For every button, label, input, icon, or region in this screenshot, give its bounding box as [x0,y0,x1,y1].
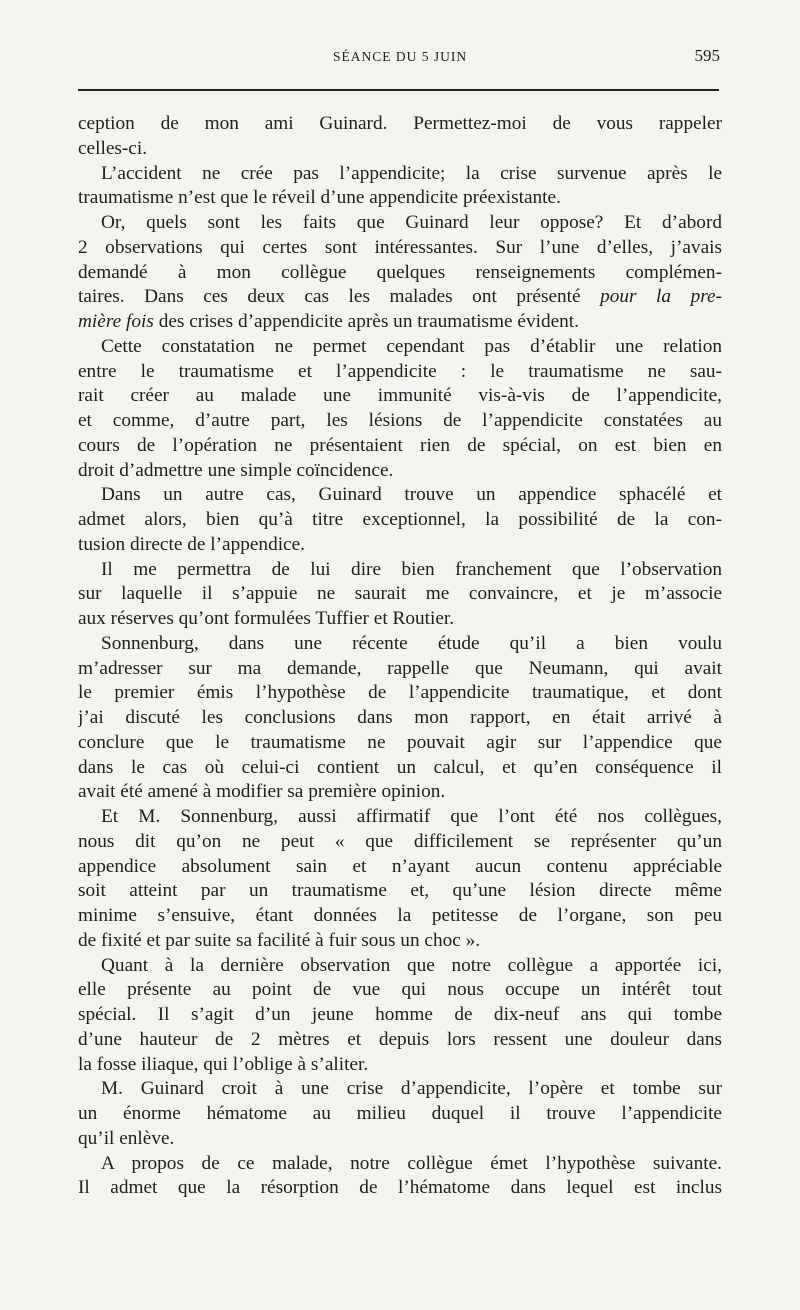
text-line [78,137,722,162]
text-segment: L’accident ne crée pas l’appendicite; la crise survenue après le [101,162,722,184]
header-rule [78,89,719,91]
text-segment: des crises d’appendicite après un traumatisme évident. [153,311,579,332]
text-line [78,1003,722,1028]
paragraph [78,954,722,1078]
text-segment: conclure que le traumatisme ne pouvait agir sur l’appendice que [78,731,722,753]
text-segment: Cette constatation ne permet cependant pas d’établir une relation [101,335,722,357]
text-segment: le premier émis l’hypothèse de l’appendicite traumatique, et dont [78,682,722,704]
paragraph [78,483,722,557]
text-segment: A propos de ce malade, notre collègue émet l’hypothèse suivante. [101,1152,722,1174]
text-segment: Et M. Sonnenburg, aussi affirmatif que l’ont été nos collègues, [101,806,722,827]
text-segment: demandé à mon collègue quelques renseignements complémen- [78,261,722,283]
text-segment: dans le cas où celui-ci contient un calcul, et qu’en conséquence il [78,756,722,778]
text-segment: entre le traumatisme et l’appendicite : le traumatisme ne sau- [78,360,722,382]
text-line [78,1127,722,1152]
text-segment: droit d’admettre une simple coïncidence. [78,459,394,481]
text-line [78,978,722,1003]
text-segment: la fosse iliaque, qui l’oblige à s’aliter. [78,1053,369,1075]
text-segment: et comme, d’autre part, les lésions de l’appendicite constatées au [78,410,722,431]
text-line [78,954,722,979]
text-line [78,1077,722,1102]
paragraph [78,112,722,162]
text-line [78,1102,722,1127]
text-segment: m’adresser sur ma demande, rappelle que Neumann, qui avait [78,657,722,679]
text-segment: elle présente au point de vue qui nous occupe un intérêt tout [78,979,722,1001]
text-line [78,1028,722,1053]
text-line [78,285,722,310]
paragraph [78,1077,722,1151]
italic-text: mière fois [78,311,154,332]
paragraph [78,335,722,484]
text-line [78,582,722,607]
text-line [78,483,722,508]
text-line [78,533,722,558]
text-line [78,855,722,880]
text-segment: M. Guinard croit à une crise d’appendicite, l’opère et tombe sur [101,1078,722,1100]
text-segment: minime s’ensuive, étant données la petitesse de l’organe, son peu [78,905,722,926]
text-segment: Il me permettra de lui dire bien franchement que l’observation [101,558,722,580]
text-line [78,508,722,533]
text-line [78,904,722,929]
text-line [78,409,722,434]
text-segment: aux réserves qu’ont formulées Tuffier et Routier. [78,608,455,629]
text-line [78,1053,722,1078]
text-segment: spécial. Il s’agit d’un jeune homme de dix-neuf ans qui tombe [78,1004,722,1025]
page-header [78,46,722,68]
text-line [78,706,722,731]
text-segment: Quant à la dernière observation que notre collègue a apportée ici, [101,954,722,976]
text-segment: j’ai discuté les conclusions dans mon rapport, en était arrivé à [78,707,722,728]
text-line [78,335,722,360]
text-segment: un énorme hématome au milieu duquel il trouve l’appendicite [78,1103,722,1124]
paragraph [78,632,722,805]
text-line [78,731,722,756]
text-segment: nous dit qu’on ne peut « que difficilement se représenter qu’un [78,830,722,852]
text-line [78,310,722,335]
page-number: 595 [694,46,720,65]
text-line [78,360,722,385]
text-line [78,1176,722,1201]
text-segment: Or, quels sont les faits que Guinard leur oppose? Et d’abord [101,212,722,233]
text-line [78,681,722,706]
text-line [78,261,722,286]
text-segment: ception de mon ami Guinard. Permettez-moi de vous rappeler [78,113,722,134]
text-line [78,112,722,137]
text-segment: qu’il enlève. [78,1127,175,1149]
text-line [78,607,722,632]
text-segment: de fixité et par suite sa facilité à fuir sous un choc ». [78,929,481,951]
text-line [78,929,722,954]
text-segment: appendice absolument sain et n’ayant aucun contenu appréciable [78,855,722,877]
text-segment: Sonnenburg, dans une récente étude qu’il a bien voulu [101,632,722,654]
text-segment: taires. Dans ces deux cas les malades ont présenté [78,286,601,308]
text-line [78,236,722,261]
paragraph [78,558,722,632]
running-title: SÉANCE DU 5 JUIN [332,49,468,64]
text-line [78,459,722,484]
text-segment: sur laquelle il s’appuie ne saurait me convaincre, et je m’associe [78,583,722,605]
text-line [78,879,722,904]
text-segment: Dans un autre cas, Guinard trouve un appendice sphacélé et [101,484,722,506]
text-line [78,1152,722,1177]
italic-text: pour la pre- [600,286,722,308]
text-line [78,211,722,236]
text-line [78,162,722,187]
text-segment: avait été amené à modifier sa première opinion. [78,781,446,803]
text-segment: admet alors, bien qu’à titre exceptionnel, la possibilité de la con- [78,509,722,530]
text-line [78,756,722,781]
text-segment: soit atteint par un traumatisme et, qu’une lésion directe même [78,880,722,902]
text-segment: Il admet que la résorption de l’hématome dans lequel est inclus [78,1177,722,1199]
text-segment: tusion directe de l’appendice. [78,533,305,555]
paragraph [78,805,722,954]
text-segment: 2 observations qui certes sont intéressantes. Sur l’une d’elles, j’avais [78,236,722,258]
paragraph [78,162,722,212]
text-line [78,632,722,657]
text-segment: cours de l’opération ne présentaient rien de spécial, on est bien en [78,434,722,456]
paragraph [78,211,722,335]
text-line [78,805,722,830]
text-line [78,434,722,459]
text-line [78,186,722,211]
text-line [78,558,722,583]
text-segment: d’une hauteur de 2 mètres et depuis lors ressent une douleur dans [78,1028,722,1050]
text-line [78,780,722,805]
text-segment: celles-ci. [78,137,148,159]
body-text [78,112,722,1201]
text-segment: traumatisme n’est que le réveil d’une appendicite préexistante. [78,187,561,209]
text-line [78,657,722,682]
text-segment: rait créer au malade une immunité vis-à-vis de l’appendicite, [78,385,722,407]
paragraph [78,1152,722,1202]
text-line [78,830,722,855]
text-line [78,384,722,409]
